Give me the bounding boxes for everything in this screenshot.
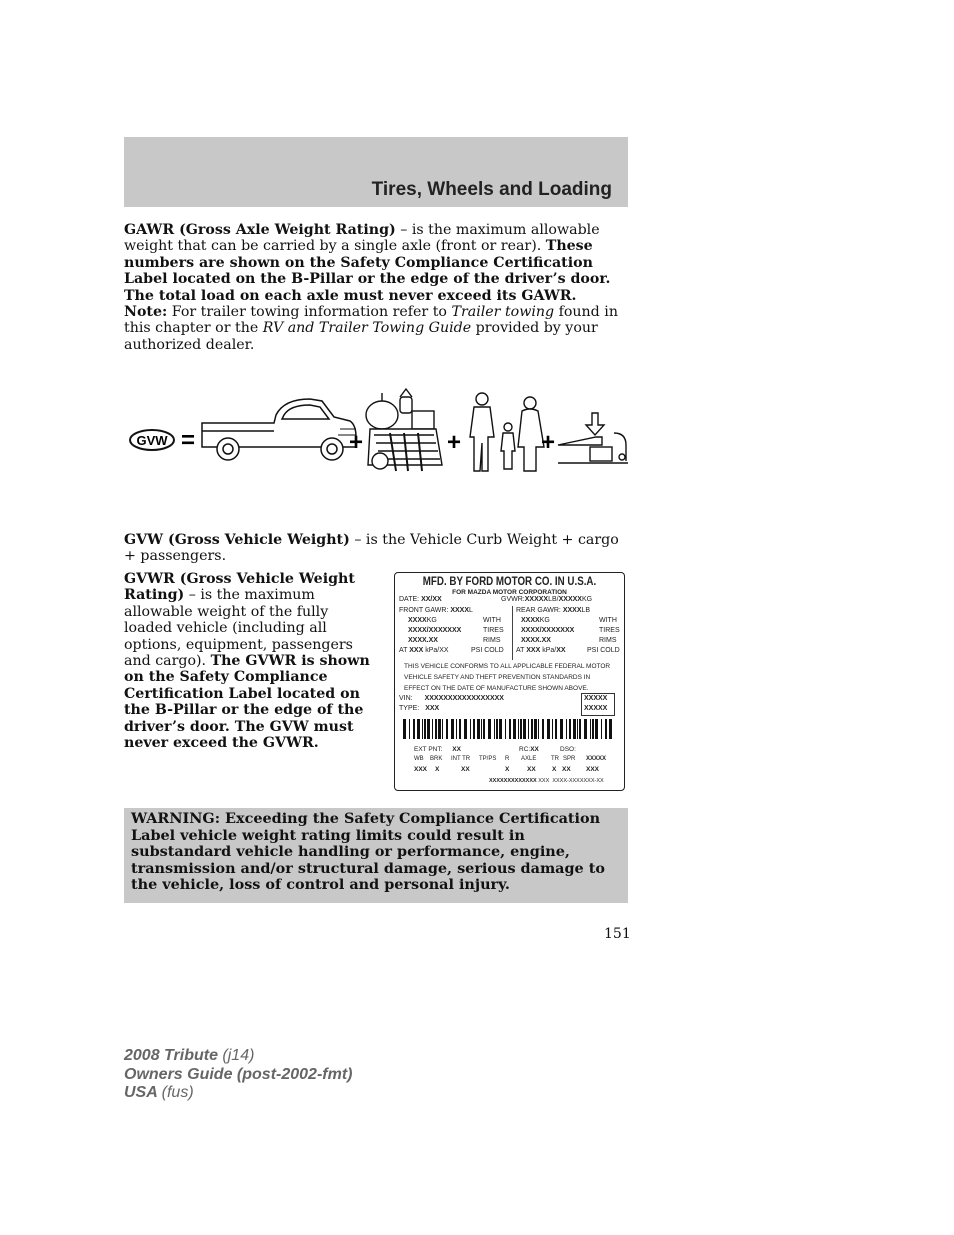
front-gawr-row: FRONT GAWR: XXXXL <box>399 607 473 614</box>
warning-box <box>124 808 628 903</box>
section-header <box>124 137 628 207</box>
trailer-towing-link: Trailer towing <box>451 304 555 320</box>
vin-row: VIN: XXXXXXXXXXXXXXXXX <box>399 695 504 702</box>
gvwr-row: GVWR:XXXXXLB/XXXXXKG <box>501 596 593 603</box>
page-number: 151 <box>604 926 631 942</box>
gawr-term: GAWR (Gross Axle Weight Rating) <box>124 222 396 238</box>
plus-sign-1: + <box>348 429 364 456</box>
date-row: DATE: XX/XX <box>399 596 442 603</box>
note-text-2: found in this chapter or the <box>124 304 618 337</box>
label-subtitle: FOR MAZDA MOTOR CORPORATION <box>452 589 567 596</box>
section-title: Tires, Wheels and Loading <box>371 179 612 200</box>
conformity-line-2: VEHICLE SAFETY AND THEFT PREVENTION STANDARDS IN <box>404 674 591 681</box>
document-footer: 2008 Tribute (j14) Owners Guide (post-2002-fmt) USA (fus) <box>124 1047 353 1101</box>
note-text-3: provided by your authorized dealer. <box>124 320 598 353</box>
conformity-line-3: EFFECT ON THE DATE OF MANUFACTURE SHOWN ABOVE. <box>404 685 589 692</box>
gvwr-term: GVWR (Gross Vehicle Weight Rating) <box>124 571 355 604</box>
rv-guide-reference: RV and Trailer Towing Guide <box>262 320 472 337</box>
warning-text: WARNING: Exceeding the Safety Compliance Certification Label vehicle weight rating limits could result in substandard vehicle handling or performance, engine, transmission and/or structural damage, serious damage to the vehicle, loss of control and personal injury. <box>131 810 605 894</box>
note-text-1: For trailer towing information refer to <box>167 304 452 320</box>
gvwr-text: – is the maximum allowable weight of the fully loaded vehicle (including all options, equipment, passengers and cargo). <box>124 587 353 670</box>
conformity-line-1: THIS VEHICLE CONFORMS TO ALL APPLICABLE FEDERAL MOTOR <box>404 663 611 670</box>
svg-text:GVW: GVW <box>136 433 168 448</box>
gvwr-bold-text: The GVWR is shown on the Safety Compliance Certification Label located on the B-Pillar or the edge of the driver’s door. The GVW must never exceed the GVWR. <box>124 653 370 752</box>
pickup-truck-icon <box>202 399 356 460</box>
rear-gawr-row: REAR GAWR: XXXXLB <box>516 607 591 614</box>
gvw-term: GVW (Gross Vehicle Weight) <box>124 532 350 548</box>
gvw-illustration <box>124 385 628 485</box>
plus-sign-2: + <box>446 429 462 456</box>
gawr-text: – is the maximum allowable weight that can be carried by a single axle (front or rear). <box>124 222 600 255</box>
passengers-icon <box>470 393 544 471</box>
gvw-text: – is the Vehicle Curb Weight + cargo + passengers. <box>124 532 619 565</box>
label-title: MFD. BY FORD MOTOR CO. IN U.S.A. <box>422 576 597 588</box>
equals-sign: = <box>180 427 196 454</box>
certification-label: MFD. BY FORD MOTOR CO. IN U.S.A. FOR MAZDA MOTOR CORPORATION DATE: XX/XX GVWR:XXXXXLB/XXXXXKG FRONT GAWR: XXXXL REAR GAWR: XXXXLB XXXXKG XXXX/XXXXXXX XXXX.XX WITH TIRES RIMS AT XXX kPa/XX PSI COLD XXXXKG XXXX/XXXXXXX XXXX.XX WITH TIRES RIMS AT XXX kPa/XX PSI COLD THIS VEHICLE CONFORMS TO ALL APPLICABLE FEDERAL MOTOR VEHICLE SAFETY AND THEFT PREVENTION STANDARDS IN EFFECT ON THE DATE OF MANUFACTURE SHOWN ABOVE. VIN: XXXXXXXXXXXXXXXXX TYPE: XXX XXXXX XXXXX EXT PNT: XX RC:XX DSO: WB BRK INT TR TP/PS R AXLE TR SPR XXXXX XXX X XX X XX X XX XXX XXXXXXXXXXXXX XXX XXXX-XXXXXXX-XX <box>394 572 625 791</box>
type-row: TYPE: XXX <box>399 705 440 712</box>
trailer-tongue-load-icon <box>558 413 628 463</box>
code-box: XXXXX XXXXX <box>581 693 615 716</box>
gawr-bold-text: These numbers are shown on the Safety Compliance Certification Label located on the B-Pillar or the edge of the driver’s door. The total load on each axle must never exceed its GAWR. <box>124 238 611 304</box>
gvw-badge <box>130 430 174 450</box>
gvwr-paragraph <box>124 571 376 751</box>
note-label: Note: <box>124 304 168 320</box>
barcode <box>401 719 617 739</box>
gawr-paragraph <box>124 222 624 304</box>
note-paragraph <box>124 304 624 353</box>
cargo-icon <box>366 389 442 471</box>
serial-row: XXXXXXXXXXXXX XXX XXXX-XXXXXXX-XX <box>489 778 604 784</box>
plus-sign-3: + <box>540 429 556 456</box>
gvw-paragraph <box>124 532 624 565</box>
